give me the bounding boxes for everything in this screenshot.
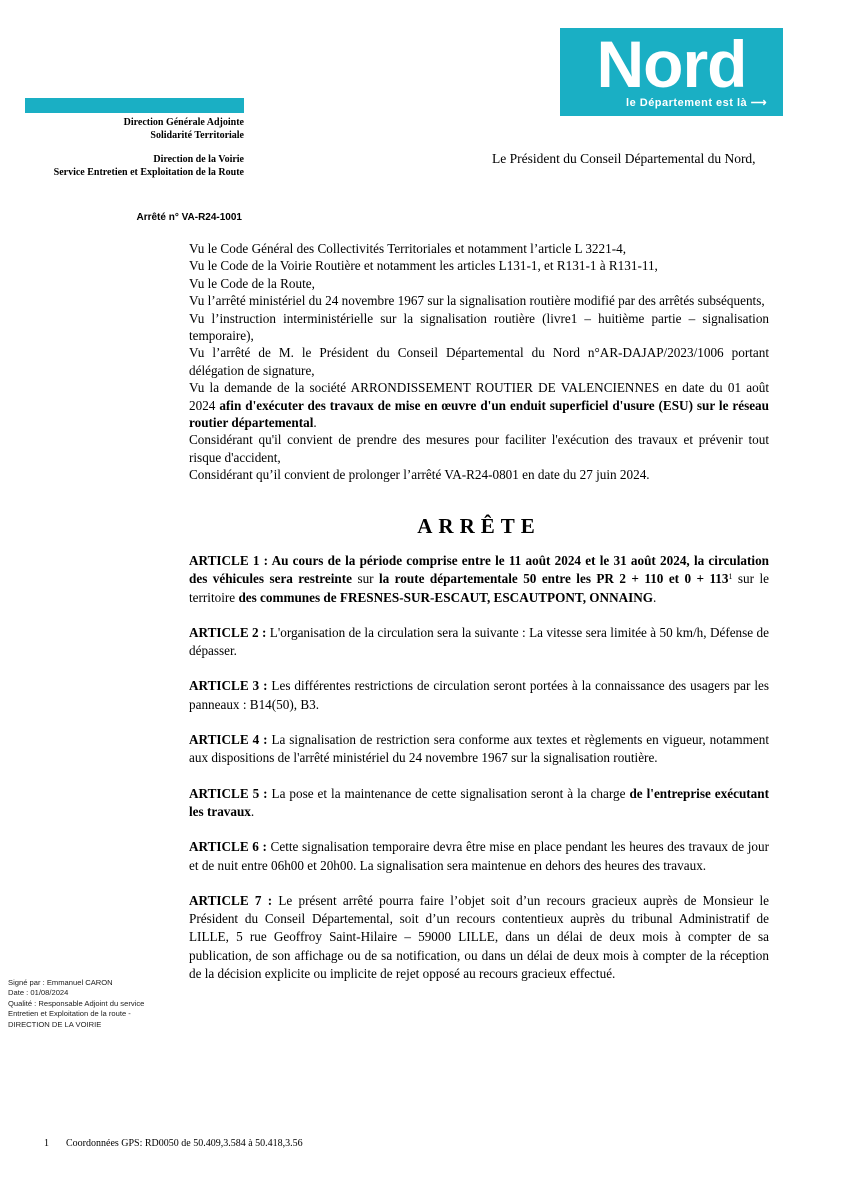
article-6 <box>189 838 769 875</box>
footnote-ref: 1 <box>728 572 733 582</box>
considerant-line: Considérant qu’il convient de prolonger l’arrêté VA-R24-0801 en date du 27 juin 2024. <box>189 467 650 483</box>
article-1-text: sur <box>352 571 379 587</box>
article-1 <box>189 552 769 607</box>
article-5-text: . <box>250 803 255 819</box>
article-3-label: ARTICLE 3 : <box>189 678 268 694</box>
article-6-text: Cette signalisation temporaire devra être mise en place pendant les heures des travaux de jour et de nuit entre 06h00 et 20h00. La signalisation sera maintenue en dehors des heures des travaux. <box>189 839 769 873</box>
vu-line: Vu le Code Général des Collectivités Territoriales et notamment l’article L 3221-4, <box>189 241 626 256</box>
article-4-text: La signalisation de restriction sera conforme aux textes et règlements en vigueur, notamment aux dispositions de l'arrêté ministériel du 24 novembre 1967 sur la signalisation routière. <box>189 732 769 766</box>
article-1-communes: des communes de FRESNES-SUR-ESCAUT, ESCAUTPONT, ONNAING <box>238 589 654 605</box>
article-2-label: ARTICLE 2 : <box>189 624 267 640</box>
article-5-label: ARTICLE 5 : <box>189 785 268 801</box>
article-7-text: Le présent arrêté pourra faire l’objet soit d’un recours gracieux auprès de Monsieur le Président du Conseil Départemental, soit d’un recours contentieux auprès du tribunal Administratif de LILLE, 5 rue Geoffroy Saint-Hilaire – 59000 LILLE, dans un délai de deux mois à compter de sa publication, de son affichage ou de sa notification, ou dans un délai de deux mois à compter de la réception de la décision explicite ou implicite de rejet opposé au recours gracieux effectué. <box>189 892 769 982</box>
direction-generale-line1: Direction Générale Adjointe <box>123 117 244 128</box>
article-1-text: sur le territoire <box>189 571 769 605</box>
demande-suffix: . <box>313 415 317 431</box>
considerants-block <box>189 240 769 484</box>
arrete-number: Arrêté n° VA-R24-1001 <box>136 212 242 223</box>
article-1-text: . <box>653 589 657 605</box>
footnote-text: Coordonnées GPS: RD0050 de 50.409,3.584 à 50.418,3.56 <box>66 1138 303 1149</box>
logo-word: Nord <box>596 27 747 101</box>
vu-line: Vu le Code de la Route, <box>189 275 315 291</box>
article-1-bold: ARTICLE 1 : Au cours de la période comprise entre le 11 août 2024 et le 31 août 2024, la circulation des véhicules sera restreinte <box>189 553 769 587</box>
article-4 <box>189 731 769 768</box>
nord-logo <box>560 28 783 116</box>
direction-voirie-line2: Service Entretien et Exploitation de la Route <box>53 167 244 178</box>
signature-date: Date : 01/08/2024 <box>8 988 69 998</box>
article-6-label: ARTICLE 6 : <box>189 839 267 855</box>
article-2 <box>189 624 769 661</box>
vu-demande <box>189 379 769 431</box>
article-2-text: L'organisation de la circulation sera la suivante : La vitesse sera limitée à 50 km/h, Défense de dépasser. <box>189 624 769 659</box>
article-1-route: la route départementale 50 entre les PR 2 + 110 et 0 + 113 <box>379 571 729 587</box>
article-4-label: ARTICLE 4 : <box>189 732 268 748</box>
article-7 <box>189 892 769 983</box>
signature-quality: Qualité : Responsable Adjoint du service Entretien et Exploitation de la route - DIRECTION DE LA VOIRIE <box>8 998 145 1029</box>
vu-line: Vu l’arrêté de M. le Président du Conseil Départemental du Nord n°AR-DAJAP/2023/1006 portant délégation de signature, <box>189 345 769 378</box>
demande-prefix: Vu la demande de la société ARRONDISSEMENT ROUTIER DE VALENCIENNES en date du 01 août 2024 <box>189 380 769 413</box>
footnote-number: 1 <box>44 1138 49 1149</box>
president-title: Le Président du Conseil Départemental du Nord, <box>492 151 756 166</box>
article-3 <box>189 677 769 714</box>
signature-signer: Signé par : Emmanuel CARON <box>8 978 113 987</box>
direction-voirie-line1: Direction de la Voirie <box>153 154 244 165</box>
direction-generale-line2: Solidarité Territoriale <box>150 130 244 141</box>
article-5-text: La pose et la maintenance de cette signalisation seront à la charge <box>267 785 630 801</box>
considerant-line: Considérant qu'il convient de prendre des mesures pour faciliter l'exécution des travaux et prévenir tout risque d'accident, <box>189 432 769 465</box>
electronic-signature <box>8 978 163 1030</box>
article-5-bold: de l'entreprise exécutant les travaux <box>189 785 769 819</box>
article-3-text: Les différentes restrictions de circulation seront portées à la connaissance des usagers par les panneaux : B14(50), B3. <box>189 678 769 712</box>
issuing-service <box>20 116 244 179</box>
logo-tagline: le Département est là ⟶ <box>626 97 767 109</box>
vu-line: Vu l’instruction interministérielle sur la signalisation routière (livre1 – huitième partie – signalisation temporaire), <box>189 310 769 344</box>
article-5 <box>189 785 769 822</box>
footnote <box>44 1138 303 1149</box>
header-accent-bar <box>25 98 244 113</box>
articles-block <box>189 552 769 1000</box>
arrete-title: ARRÊTE <box>417 514 541 538</box>
vu-line: Vu l’arrêté ministériel du 24 novembre 1967 sur la signalisation routière modifié par des arrêtés subséquents, <box>189 293 765 309</box>
vu-line: Vu le Code de la Voirie Routière et notamment les articles L131-1, et R131-1 à R131-11, <box>189 258 658 274</box>
demande-bold: afin d'exécuter des travaux de mise en œuvre d'un enduit superficiel d'usure (ESU) sur le réseau routier départemental <box>189 397 769 431</box>
article-7-label: ARTICLE 7 : <box>189 892 273 908</box>
